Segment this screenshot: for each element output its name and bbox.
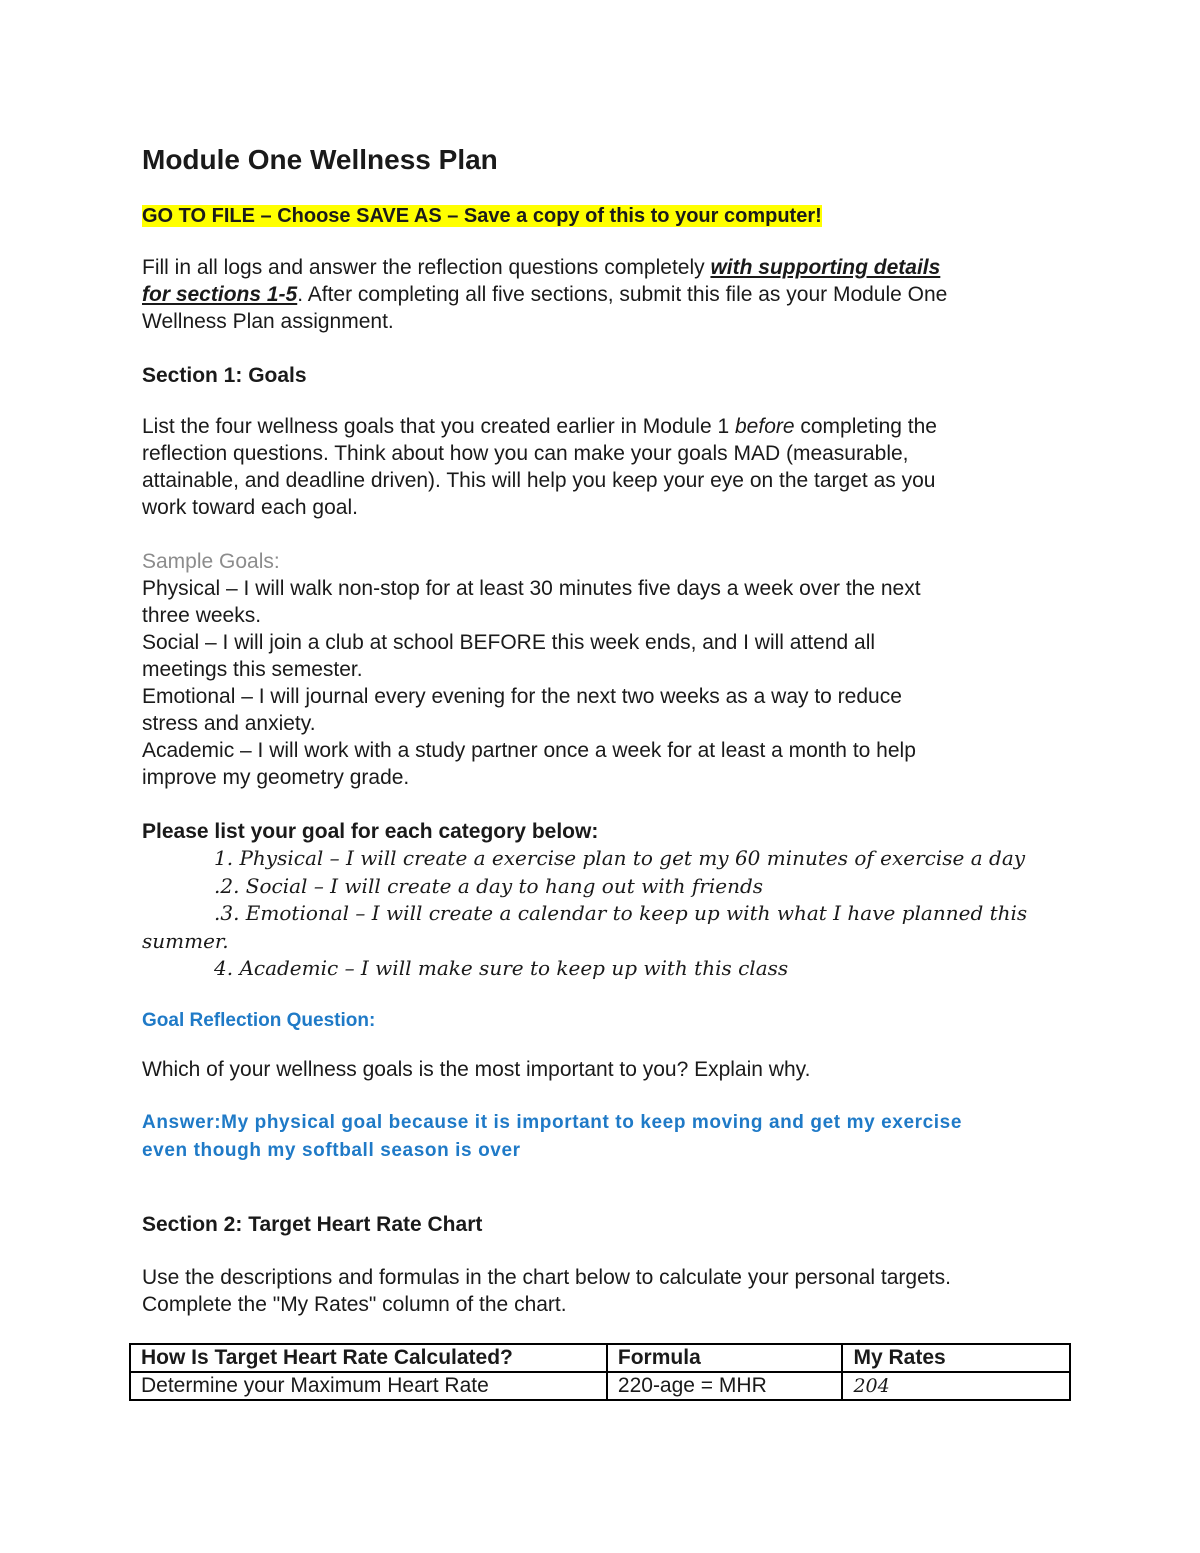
sample-goal-emotional: Emotional – I will journal every evening for the next two weeks as a way to reduce [142, 685, 902, 708]
my-rate-cell[interactable] [842, 1372, 1070, 1400]
goal-academic: 4. Academic – I will make sure to keep up with this class [214, 956, 789, 980]
table-header: How Is Target Heart Rate Calculated? [130, 1344, 607, 1372]
section2-heading: Section 2: Target Heart Rate Chart [142, 1212, 483, 1236]
save-instruction-text: GO TO FILE – Choose SAVE AS – Save a copy of this to your computer! [142, 205, 822, 227]
s2-text-2: Complete the "My Rates" column of the chart. [142, 1292, 567, 1316]
intro-text-2: . After completing all five sections, submit this file as your Module One [297, 283, 948, 306]
save-instruction [142, 200, 1062, 232]
reflection-answer [142, 1109, 1062, 1165]
goal-physical: 1. Physical – I will create a exercise plan to get my 60 minutes of exercise a day [214, 846, 1026, 870]
answer-line-2: even though my softball season is over [142, 1139, 521, 1161]
table-header: Formula [607, 1344, 843, 1372]
table-cell: 220-age = MHR [607, 1372, 843, 1400]
heart-rate-table [129, 1343, 1071, 1401]
s1-text-4: work toward each goal. [142, 496, 358, 519]
intro-emphasis: with supporting details [710, 256, 941, 279]
intro-text: Fill in all logs and answer the reflection questions completely [142, 256, 711, 279]
answer-line: Answer:My physical goal because it is important to keep moving and get my exercise [142, 1111, 962, 1133]
goal-item [142, 873, 1062, 901]
goal-social: .2. Social – I will create a day to hang out with friends [214, 873, 764, 898]
sample-goal-physical-cont: three weeks. [142, 604, 262, 627]
table-row [130, 1372, 1070, 1400]
s1-text: List the four wellness goals that you created earlier in Module 1 [142, 415, 735, 438]
s2-text: Use the descriptions and formulas in the chart below to calculate your personal targets. [142, 1265, 951, 1289]
table-header-row [130, 1344, 1070, 1372]
intro-paragraph [142, 254, 1062, 335]
goal-emotional: .3. Emotional – I will create a calendar to keep up with what I have planned this [214, 901, 1028, 925]
page-title: Module One Wellness Plan [142, 144, 498, 175]
goal-list-prompt: Please list your goal for each category below: [142, 820, 599, 843]
sample-goal-social-cont: meetings this semester. [142, 658, 363, 681]
s1-text-end: completing the [794, 415, 937, 438]
s1-text-3: attainable, and deadline driven). This will help you keep your eye on the target as you [142, 469, 936, 492]
sample-goal-social: Social – I will join a club at school BEFORE this week ends, and I will attend all [142, 631, 876, 654]
table-cell: Determine your Maximum Heart Rate [130, 1372, 607, 1400]
section1-heading: Section 1: Goals [142, 364, 307, 387]
section2-paragraph [142, 1264, 1062, 1318]
my-goals-list [142, 845, 1062, 983]
goal-item-continued: summer. [142, 928, 229, 953]
goal-item [142, 900, 1062, 928]
intro-emphasis-2: for sections 1-5 [142, 283, 298, 306]
my-rate-value: 204 [853, 1374, 890, 1397]
sample-goal-emotional-cont: stress and anxiety. [142, 712, 316, 735]
sample-goals-list [142, 575, 1062, 791]
document-page [141, 140, 1062, 1397]
table-header: My Rates [842, 1344, 1070, 1372]
goal-item [142, 955, 1062, 983]
s1-text-2: reflection questions. Think about how you can make your goals MAD (measurable, [142, 442, 909, 465]
reflection-heading: Goal Reflection Question: [142, 1009, 376, 1031]
sample-goal-academic-cont: improve my geometry grade. [142, 766, 410, 789]
sample-goals-label: Sample Goals: [142, 550, 280, 573]
sample-goal-academic: Academic – I will work with a study partner once a week for at least a month to help [142, 739, 916, 762]
reflection-question: Which of your wellness goals is the most important to you? Explain why. [142, 1057, 811, 1081]
goal-item [142, 845, 1062, 873]
section1-paragraph [142, 413, 1062, 521]
intro-text-3: Wellness Plan assignment. [142, 310, 394, 333]
s1-text-italic: before [735, 415, 795, 438]
sample-goal-physical: Physical – I will walk non-stop for at least 30 minutes five days a week over the next [142, 577, 921, 600]
